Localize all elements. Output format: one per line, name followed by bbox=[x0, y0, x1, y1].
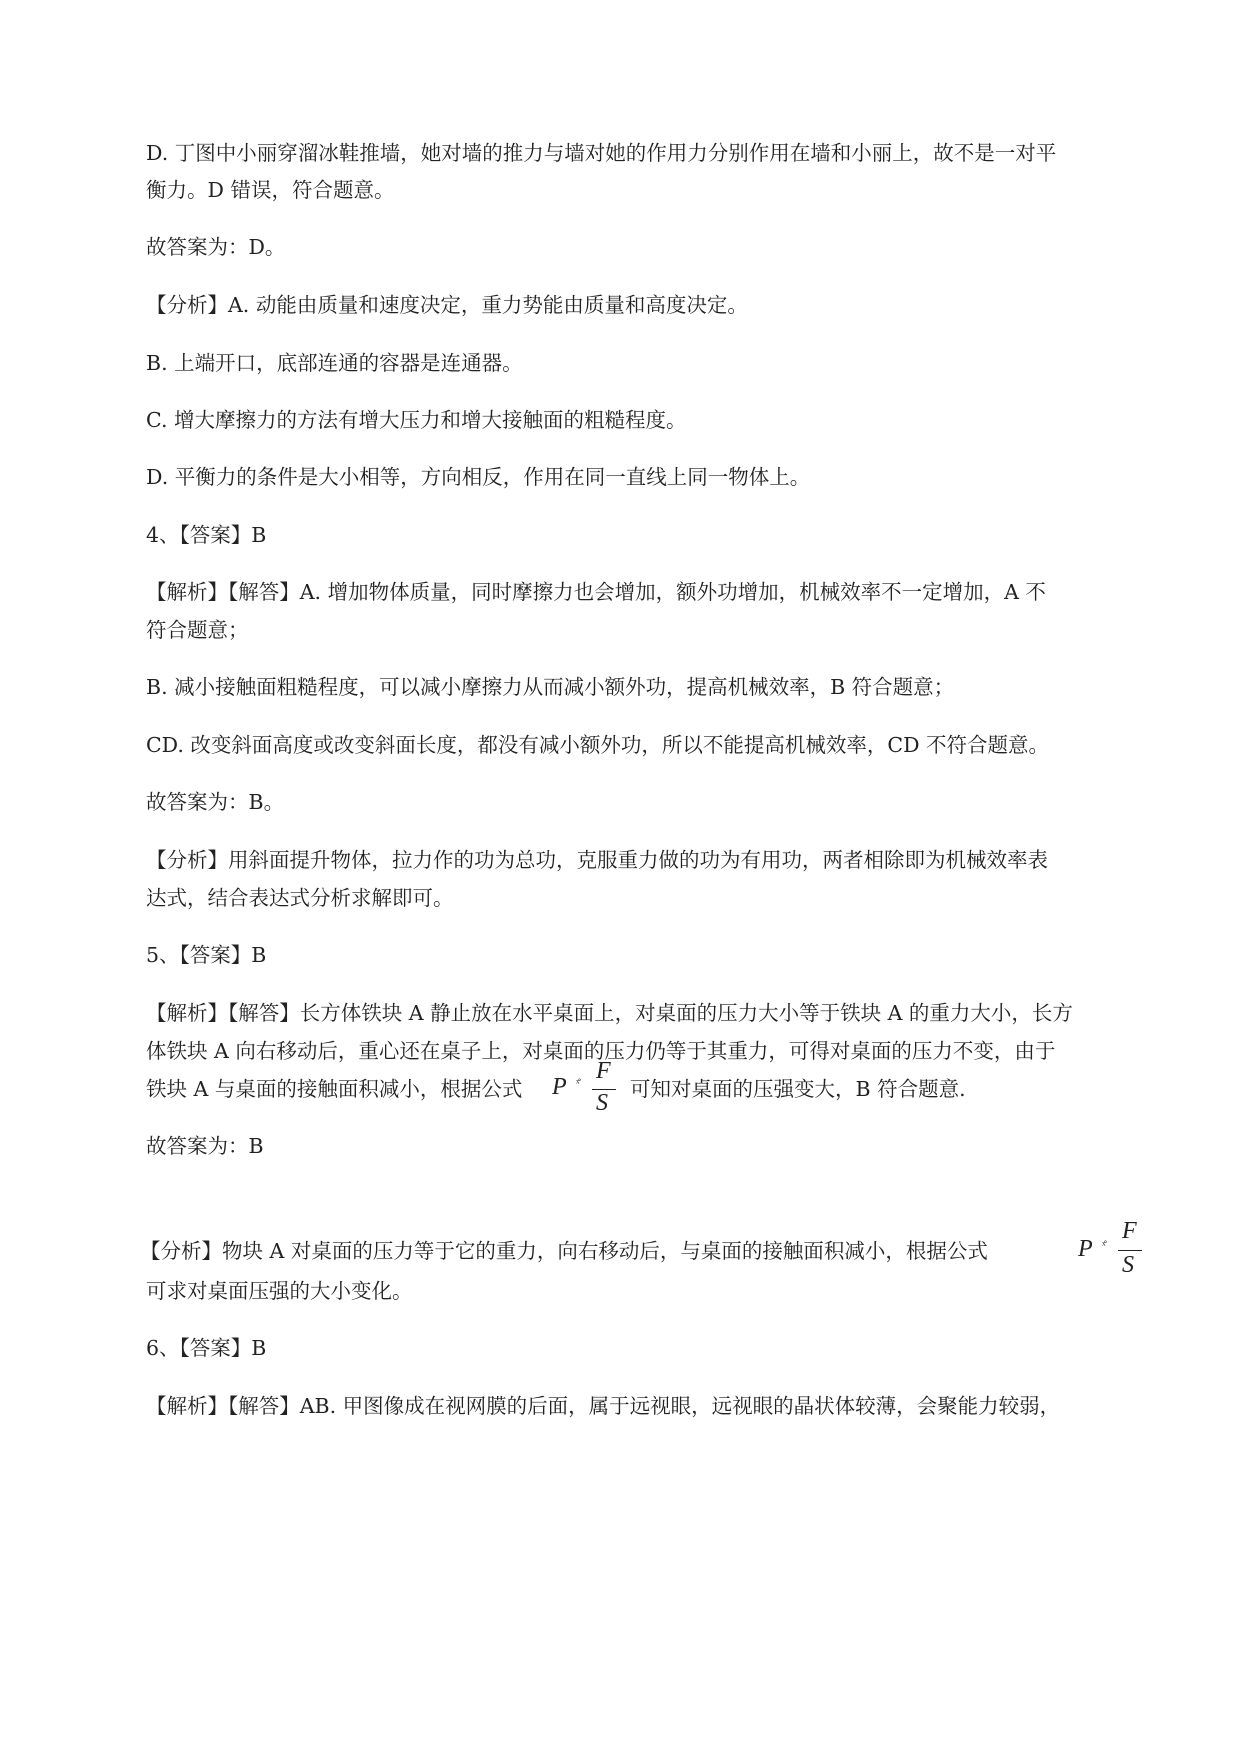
text-line: 达式，结合表达式分析求解即可。 bbox=[146, 886, 454, 910]
text-line: 【分析】物块 A 对桌面的压力等于它的重力，向右移动后，与桌面的接触面积减小，根据公式 bbox=[140, 1239, 988, 1263]
text-line: CD. 改变斜面高度或改变斜面长度，都没有减小额外功，所以不能提高机械效率，CD 不符合题意。 bbox=[146, 733, 1050, 757]
text-line: 故答案为：B。 bbox=[146, 790, 285, 814]
text-line: 【解析】【解答】AB. 甲图像成在视网膜的后面，属于远视眼，远视眼的晶状体较薄，会聚能力较弱， bbox=[146, 1394, 1061, 1418]
text-line: 铁块 A 与桌面的接触面积减小，根据公式 bbox=[146, 1077, 523, 1101]
formula-denominator: S bbox=[1122, 1252, 1134, 1278]
formula-numerator: F bbox=[596, 1058, 611, 1084]
formula-lhs: P bbox=[1078, 1236, 1093, 1262]
text-line: 可求对桌面压强的大小变化。 bbox=[146, 1279, 413, 1303]
pressure-formula bbox=[1078, 1218, 1150, 1278]
formula-eq-mark: ˣ̊ bbox=[576, 1076, 580, 1090]
text-line: 【分析】用斜面提升物体，拉力作的功为总功，克服重力做的功为有用功，两者相除即为机械效率表 bbox=[146, 848, 1048, 872]
text-line: D. 平衡力的条件是大小相等，方向相反，作用在同一直线上同一物体上。 bbox=[146, 465, 811, 489]
answer-heading: 5、【答案】B bbox=[146, 943, 267, 967]
text-line: 衡力。D 错误，符合题意。 bbox=[146, 178, 395, 202]
text-line: 【解析】【解答】长方体铁块 A 静止放在水平桌面上，对桌面的压力大小等于铁块 A 的重力大小，长方 bbox=[146, 1001, 1073, 1025]
text-line: 故答案为：B bbox=[146, 1134, 264, 1158]
text-line: 符合题意； bbox=[146, 618, 249, 642]
formula-numerator: F bbox=[1122, 1218, 1137, 1244]
text-line: B. 上端开口，底部连通的容器是连通器。 bbox=[146, 351, 523, 375]
text-line: 【分析】A. 动能由质量和速度决定，重力势能由质量和高度决定。 bbox=[146, 293, 748, 317]
formula-lhs: P bbox=[552, 1074, 567, 1100]
text-line: 可知对桌面的压强变大，B 符合题意. bbox=[630, 1077, 966, 1101]
answer-heading: 4、【答案】B bbox=[146, 523, 267, 547]
text-line: B. 减小接触面粗糙程度，可以减小摩擦力从而减小额外功，提高机械效率，B 符合题意； bbox=[146, 675, 955, 699]
formula-eq-mark: ˣ̊ bbox=[1102, 1238, 1106, 1252]
formula-denominator: S bbox=[596, 1090, 608, 1116]
text-line: C. 增大摩擦力的方法有增大压力和增大接触面的粗糙程度。 bbox=[146, 408, 687, 432]
answer-heading: 6、【答案】B bbox=[146, 1336, 267, 1360]
text-line: 【解析】【解答】A. 增加物体质量，同时摩擦力也会增加，额外功增加，机械效率不一定增加，A 不 bbox=[146, 580, 1046, 604]
text-line: 故答案为：D。 bbox=[146, 235, 286, 259]
text-line: 体铁块 A 向右移动后，重心还在桌子上，对桌面的压力仍等于其重力，可得对桌面的压力不变，由于 bbox=[146, 1039, 1056, 1063]
fraction-bar bbox=[1118, 1250, 1142, 1251]
pressure-formula bbox=[552, 1058, 624, 1118]
text-line: D. 丁图中小丽穿溜冰鞋推墙，她对墙的推力与墙对她的作用力分别作用在墙和小丽上，故不是一对平 bbox=[146, 141, 1057, 165]
